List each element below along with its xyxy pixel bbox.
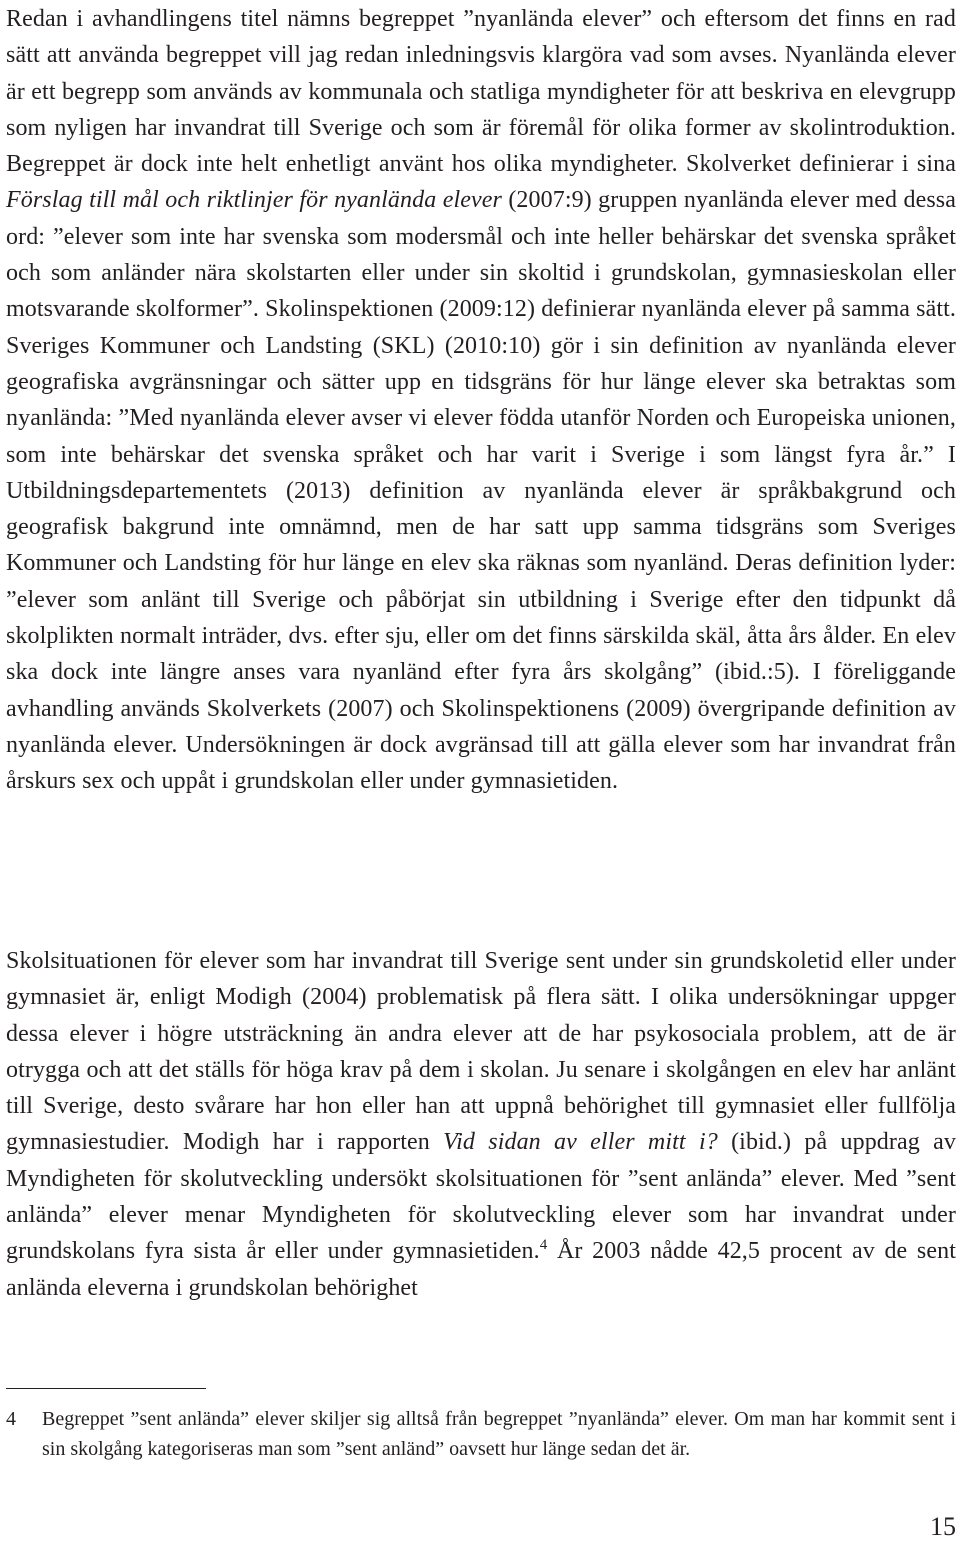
report-title-italic: Vid sidan av eller mitt i? [443,1129,718,1156]
book-page [6,0,956,1553]
report-title-italic: Förslag till mål och riktlinjer för nyanlända elever [6,187,502,214]
footnote-separator [6,1388,206,1389]
body-paragraph-definitions [6,1,956,800]
footnote-text: Begreppet ”sent anlända” elever skiljer sig alltså från begreppet ”nyanlända” elever. Om man har kommit sent i sin skolgång kategoriseras man som ”sent anländ” oavsett hur länge sedan det är. [42,1408,956,1460]
paragraph-text: År 2003 nådde 42,5 procent av de sent anlända eleverna i grundskolan behörighet [6,1238,956,1301]
paragraph-text: (2007:9) gruppen nyanlända elever med dessa ord: ”elever som inte har svenska som modersmål och inte heller behärskar det svenska språket och som anländer nära skolstarten eller under sin skoltid i grundskolan, gymnasieskolan eller motsvarande skolformer”. Skolinspektionen (2009:12) definierar nyanlända elever på samma sätt. Sveriges Kommuner och Landsting (SKL) (2010:10) gör i sin definition av nyanlända elever geografiska avgränsningar och sätter upp en tidsgräns för hur länge elever ska betraktas som nyanlända: ”Med nyanlända elever avser vi elever födda utanför Norden och Europeiska unionen, som inte behärskar det svenska språket och har varit i Sverige i som längst fyra år.” I Utbildningsdepartementets (2013) definition av nyanlända elever är språkbakgrund och geografisk bakgrund inte omnämnd, men de har satt upp samma tidsgräns som Sveriges Kommuner och Landsting för hur länge en elev ska räknas som nyanländ. Deras definition lyder: ”elever som anlänt till Sverige och påbörjat sin utbildning i Sverige efter den tidpunkt då skolplikten normalt inträder, dvs. efter sju, eller om det finns särskilda skäl, åtta års ålder. En elev ska dock inte längre anses vara nyanländ efter fyra års skolgång” (ibid.:5). I föreliggande avhandling används Skolverkets (2007) och Skolinspektionens (2009) övergripande definition av nyanlända elever. Undersökningen är dock avgränsad till att gälla elever som har invandrat från årskurs sex och uppåt i grundskolan eller under gymnasietiden. [6,187,956,795]
paragraph-text: Skolsituationen för elever som har invandrat till Sverige sent under sin grundskoletid eller under gymnasiet är, enligt Modigh (2004) problematisk på flera sätt. I olika undersökningar uppger dessa elever i högre utsträckning än andra elever att de har psykosociala problem, att de är otrygga och att det ställs för höga krav på dem i skolan. Ju senare i skolgången en elev har anlänt till Sverige, desto svårare har hon eller han att uppnå behörighet till gymnasiet eller fullfölja gymnasiestudier. Modigh har i rapporten [6,948,956,1156]
footnote-number: 4 [6,1408,16,1430]
footnote [6,1404,956,1464]
page-number: 15 [930,1512,956,1541]
body-paragraph-school-situation [6,943,956,1306]
paragraph-text: (ibid.) på uppdrag av Myndigheten för skolutveckling undersökt skolsituationen för ”sent anlända” elever. Med ”sent anlända” elever menar Myndigheten för skolutveckling elever som har invandrat under grundskolans fyra sista år eller under gymnasietiden. [6,1129,956,1265]
paragraph-text: Redan i avhandlingens titel nämns begreppet ”nyanlända elever” och eftersom det finns en rad sätt att använda begreppet vill jag redan inledningsvis klargöra vad som avses. Nyanlända elever är ett begrepp som används av kommunala och statliga myndigheter för att beskriva en elevgrupp som nyligen har invandrat till Sverige och som är föremål för olika former av skolintroduktion. Begreppet är dock inte helt enhetligt använt hos olika myndigheter. Skolverket definierar i sina [6,6,956,178]
footnote-reference[interactable]: 4 [539,1237,548,1254]
